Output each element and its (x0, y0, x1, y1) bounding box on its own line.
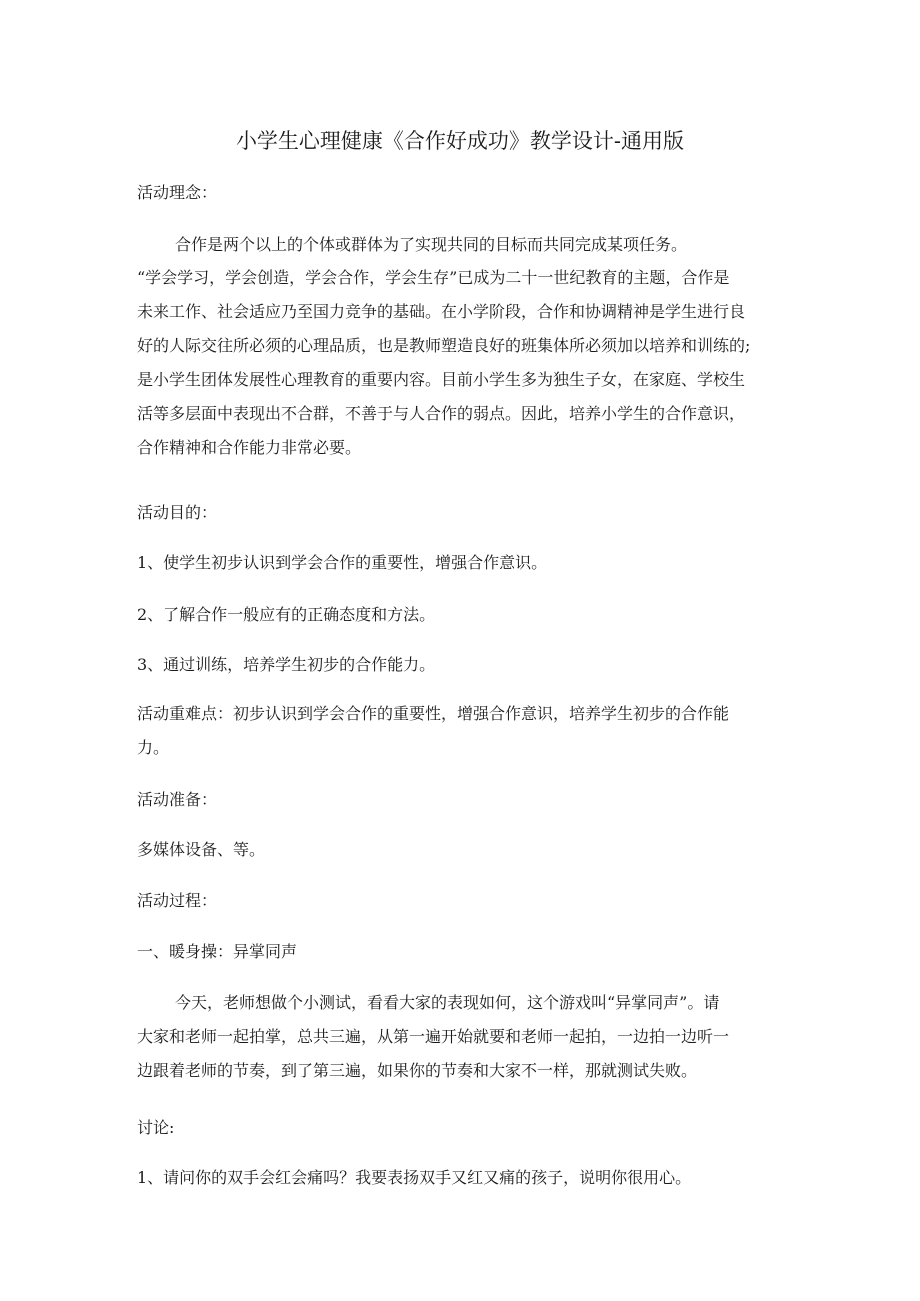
concept-line: 合作是两个以上的个体或群体为了实现共同的目标而共同完成某项任务。 (175, 235, 688, 254)
concept-line: 是小学生团体发展性心理教育的重要内容。目前小学生多为独生子女，在家庭、学校生 (137, 370, 746, 389)
document-title: 小学生心理健康《合作好成功》教学设计-通用版 (235, 129, 685, 153)
step-line: 今天，老师想做个小测试，看看大家的表现如何，这个游戏叫“异掌同声”。请 (175, 993, 720, 1012)
heading-activity-concept: 活动理念： (137, 183, 218, 202)
step-line: 边跟着老师的节奏，到了第三遍，如果你的节奏和大家不一样，那就测试失败。 (137, 1061, 698, 1080)
goal-item: 1、使学生初步认识到学会合作的重要性，增强合作意识。 (137, 553, 548, 572)
step-line: 大家和老师一起拍掌，总共三遍，从第一遍开始就要和老师一起拍，一边拍一边听一 (137, 1027, 730, 1046)
concept-line: “学会学习，学会创造，学会合作，学会生存”已成为二十一世纪教育的主题，合作是 (137, 268, 730, 287)
discussion-item: 1、请问你的双手会红会痛吗？我要表扬双手又红又痛的孩子，说明你很用心。 (137, 1168, 692, 1187)
goal-item: 2、了解合作一般应有的正确态度和方法。 (137, 605, 436, 624)
step-heading: 一、暖身操：异掌同声 (137, 942, 298, 961)
heading-activity-process: 活动过程： (137, 891, 218, 910)
concept-line: 合作精神和合作能力非常必要。 (137, 438, 362, 457)
key-points-line: 力。 (137, 738, 170, 757)
concept-line: 活等多层面中表现出不合群，不善于与人合作的弱点。因此，培养小学生的合作意识， (137, 404, 746, 423)
concept-line: 好的人际交往所必须的心理品质，也是教师塑造良好的班集体所必须加以培养和训练的; (137, 336, 751, 355)
concept-line: 未来工作、社会适应乃至国力竞争的基础。在小学阶段，合作和协调精神是学生进行良 (137, 302, 746, 321)
heading-discussion: 讨论: (137, 1118, 175, 1137)
heading-activity-prep: 活动准备： (137, 790, 218, 809)
goal-item: 3、通过训练，培养学生初步的合作能力。 (137, 655, 436, 674)
prep-text: 多媒体设备、等。 (137, 840, 266, 859)
heading-activity-goal: 活动目的： (137, 503, 218, 522)
key-points-line: 活动重难点：初步认识到学会合作的重要性，增强合作意识，培养学生初步的合作能 (137, 704, 730, 723)
